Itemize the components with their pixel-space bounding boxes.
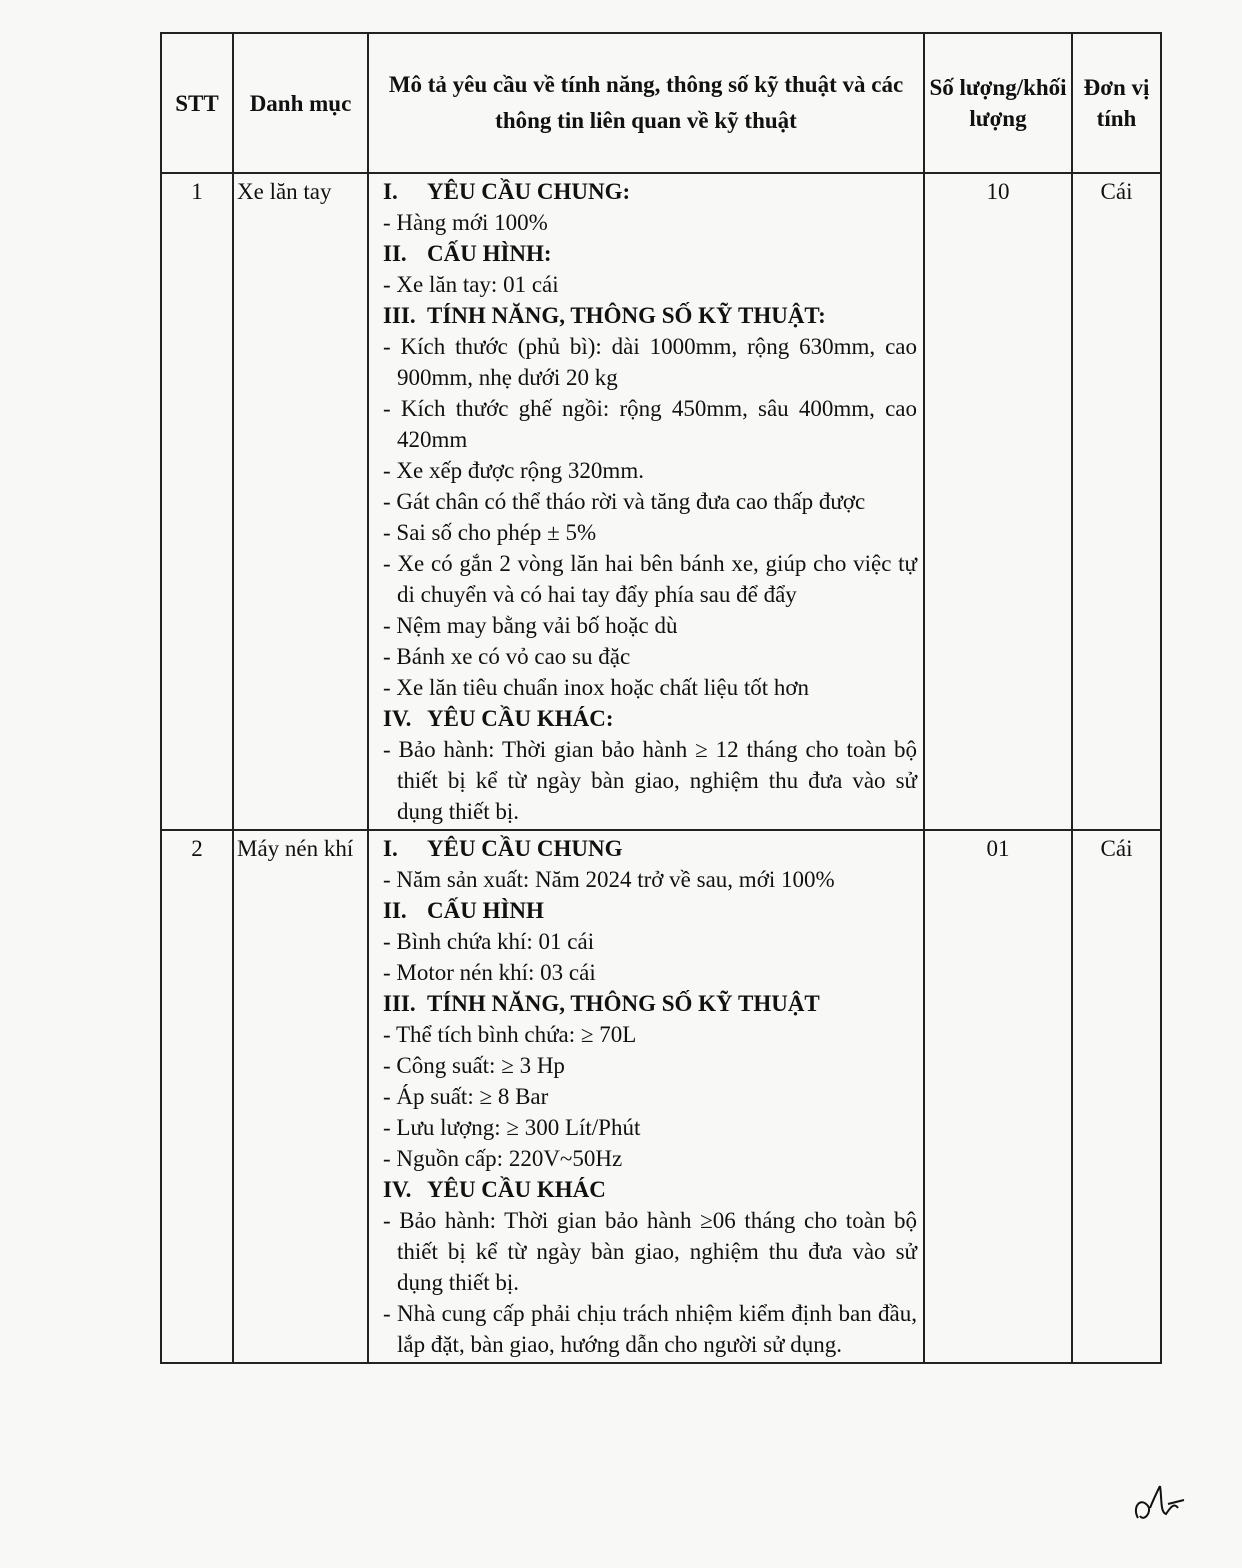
table-row bbox=[161, 173, 1161, 830]
spec-item: - Xe có gắn 2 vòng lăn hai bên bánh xe, giúp cho việc tự di chuyển và có hai tay đẩy phía sau để đẩy bbox=[383, 551, 917, 607]
section-heading bbox=[383, 238, 917, 269]
spec-item: - Xe xếp được rộng 320mm. bbox=[383, 458, 644, 483]
spec-item: - Nệm may bằng vải bố hoặc dù bbox=[383, 613, 678, 638]
section-heading bbox=[383, 703, 917, 734]
spec-item: - Sai số cho phép ± 5% bbox=[383, 520, 597, 545]
spec-item: - Thể tích bình chứa: ≥ 70L bbox=[383, 1022, 637, 1047]
section-number: I. bbox=[383, 836, 398, 861]
row-unit: Cái bbox=[1072, 173, 1161, 830]
row-stt: 1 bbox=[161, 173, 233, 830]
spec-item: - Bình chứa khí: 01 cái bbox=[383, 929, 595, 954]
spec-table bbox=[160, 32, 1162, 1364]
row-category: Máy nén khí bbox=[233, 830, 368, 1363]
section-title: YÊU CẦU KHÁC bbox=[427, 1177, 606, 1202]
section-heading bbox=[383, 300, 917, 331]
spec-item: - Bánh xe có vỏ cao su đặc bbox=[383, 644, 631, 669]
section-heading bbox=[383, 1174, 917, 1205]
section-heading bbox=[383, 176, 917, 207]
signature-mark bbox=[1130, 1478, 1190, 1528]
spec-item: - Nhà cung cấp phải chịu trách nhiệm kiểm định ban đầu, lắp đặt, bàn giao, hướng dẫn cho người sử dụng. bbox=[383, 1301, 917, 1357]
section-title: CẤU HÌNH: bbox=[427, 241, 552, 266]
header-description: Mô tả yêu cầu về tính năng, thông số kỹ thuật và các thông tin liên quan về kỹ thuật bbox=[368, 33, 924, 173]
spec-item: - Hàng mới 100% bbox=[383, 210, 548, 235]
spec-item: - Lưu lượng: ≥ 300 Lít/Phút bbox=[383, 1115, 641, 1140]
table-header-row bbox=[161, 33, 1161, 173]
spec-item: - Áp suất: ≥ 8 Bar bbox=[383, 1084, 549, 1109]
section-heading bbox=[383, 833, 917, 864]
spec-item: - Năm sản xuất: Năm 2024 trở về sau, mới 100% bbox=[383, 867, 835, 892]
section-title: TÍNH NĂNG, THÔNG SỐ KỸ THUẬT: bbox=[427, 303, 826, 328]
section-title: YÊU CẦU CHUNG: bbox=[427, 179, 631, 204]
section-number: III. bbox=[383, 991, 416, 1016]
row-category: Xe lăn tay bbox=[233, 173, 368, 830]
section-heading bbox=[383, 988, 917, 1019]
section-title: TÍNH NĂNG, THÔNG SỐ KỸ THUẬT bbox=[427, 991, 820, 1016]
section-title: YÊU CẦU CHUNG bbox=[427, 836, 623, 861]
section-number: III. bbox=[383, 303, 416, 328]
table-row bbox=[161, 830, 1161, 1363]
spec-item: - Công suất: ≥ 3 Hp bbox=[383, 1053, 565, 1078]
row-description bbox=[368, 830, 924, 1363]
spec-item: - Motor nén khí: 03 cái bbox=[383, 960, 596, 985]
spec-item: - Gát chân có thể tháo rời và tăng đưa cao thấp được bbox=[383, 489, 866, 514]
section-number: II. bbox=[383, 898, 407, 923]
header-stt: STT bbox=[161, 33, 233, 173]
spec-item: - Bảo hành: Thời gian bảo hành ≥ 12 tháng cho toàn bộ thiết bị kể từ ngày bàn giao, nghiệm thu đưa vào sử dụng thiết bị. bbox=[383, 737, 917, 824]
section-title: YÊU CẦU KHÁC: bbox=[427, 706, 614, 731]
section-number: II. bbox=[383, 241, 407, 266]
spec-item: - Bảo hành: Thời gian bảo hành ≥06 tháng cho toàn bộ thiết bị kể từ ngày bàn giao, nghiệm thu đưa vào sử dụng thiết bị. bbox=[383, 1208, 917, 1295]
spec-item: - Kích thước ghế ngồi: rộng 450mm, sâu 400mm, cao 420mm bbox=[383, 396, 917, 452]
row-unit: Cái bbox=[1072, 830, 1161, 1363]
section-number: I. bbox=[383, 179, 398, 204]
header-unit: Đơn vị tính bbox=[1072, 33, 1161, 173]
spec-item: - Nguồn cấp: 220V~50Hz bbox=[383, 1146, 623, 1171]
header-category: Danh mục bbox=[233, 33, 368, 173]
header-quantity: Số lượng/khối lượng bbox=[924, 33, 1072, 173]
row-quantity: 01 bbox=[924, 830, 1072, 1363]
section-number: IV. bbox=[383, 1177, 412, 1202]
row-description bbox=[368, 173, 924, 830]
row-stt: 2 bbox=[161, 830, 233, 1363]
spec-item: - Kích thước (phủ bì): dài 1000mm, rộng 630mm, cao 900mm, nhẹ dưới 20 kg bbox=[383, 334, 917, 390]
section-title: CẤU HÌNH bbox=[427, 898, 544, 923]
section-number: IV. bbox=[383, 706, 412, 731]
row-quantity: 10 bbox=[924, 173, 1072, 830]
section-heading bbox=[383, 895, 917, 926]
spec-item: - Xe lăn tay: 01 cái bbox=[383, 272, 559, 297]
spec-item: - Xe lăn tiêu chuẩn inox hoặc chất liệu tốt hơn bbox=[383, 675, 810, 700]
